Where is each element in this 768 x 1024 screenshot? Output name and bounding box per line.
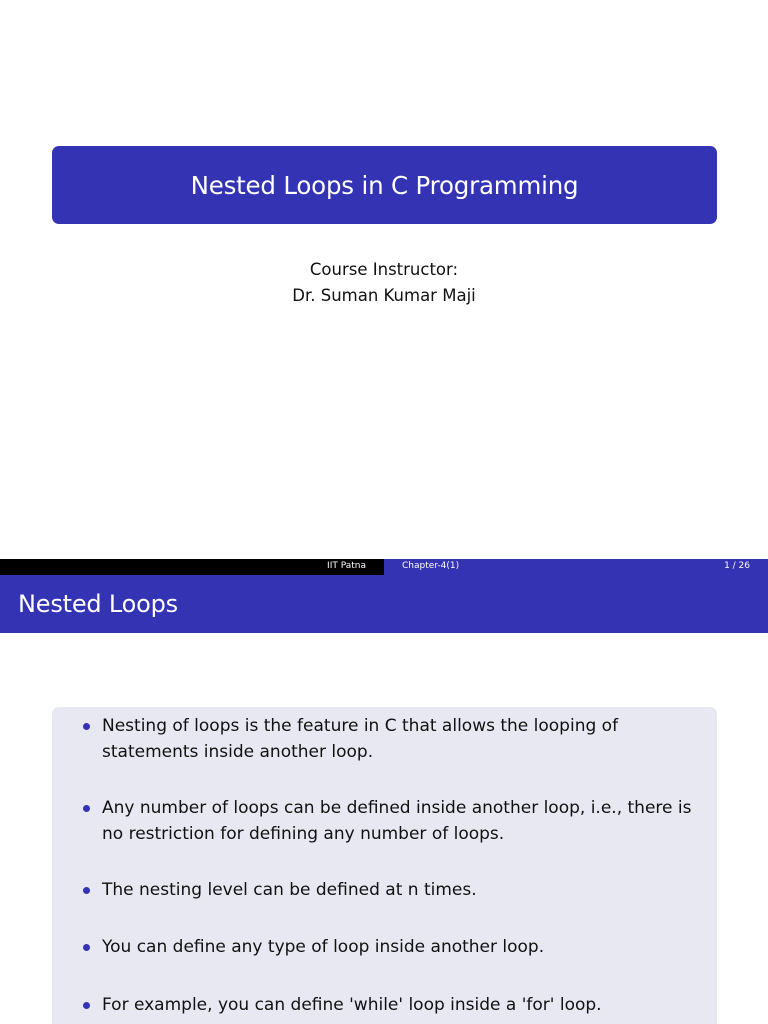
bullet-icon [83, 723, 90, 730]
bullet-text: The nesting level can be defined at n times. [102, 880, 477, 900]
frame-title-bar [0, 575, 768, 633]
bullet-text: Nesting of loops is the feature in C that allows the looping of statements inside another loop. [102, 716, 619, 762]
title-banner [52, 146, 717, 224]
list-item [52, 713, 717, 765]
bullet-text: You can define any type of loop inside another loop. [102, 937, 545, 957]
footer-right-panel [384, 559, 768, 575]
list-item [52, 877, 717, 903]
slide-footer [0, 559, 768, 575]
presentation-title: Nested Loops in C Programming [190, 170, 579, 200]
content-block [52, 707, 717, 1024]
bullet-icon [83, 1002, 90, 1009]
list-item [52, 934, 717, 960]
bullet-icon [83, 805, 90, 812]
bullet-text: Any number of loops can be defined inside another loop, i.e., there is no restriction for defining any number of loops. [102, 798, 692, 844]
footer-page-number: 1 / 26 [724, 561, 750, 571]
footer-institute: IIT Patna [327, 561, 366, 571]
instructor-label: Course Instructor: [309, 260, 459, 279]
list-item [52, 795, 717, 847]
bullet-text: For example, you can define 'while' loop inside a 'for' loop. [102, 995, 602, 1015]
instructor-name: Dr. Suman Kumar Maji [292, 286, 476, 305]
list-item [52, 992, 717, 1018]
footer-left-panel [0, 559, 384, 575]
frame-title: Nested Loops [18, 590, 178, 618]
footer-chapter: Chapter-4(1) [402, 561, 460, 571]
bullet-icon [83, 887, 90, 894]
bullet-icon [83, 944, 90, 951]
instructor-block [0, 257, 768, 309]
